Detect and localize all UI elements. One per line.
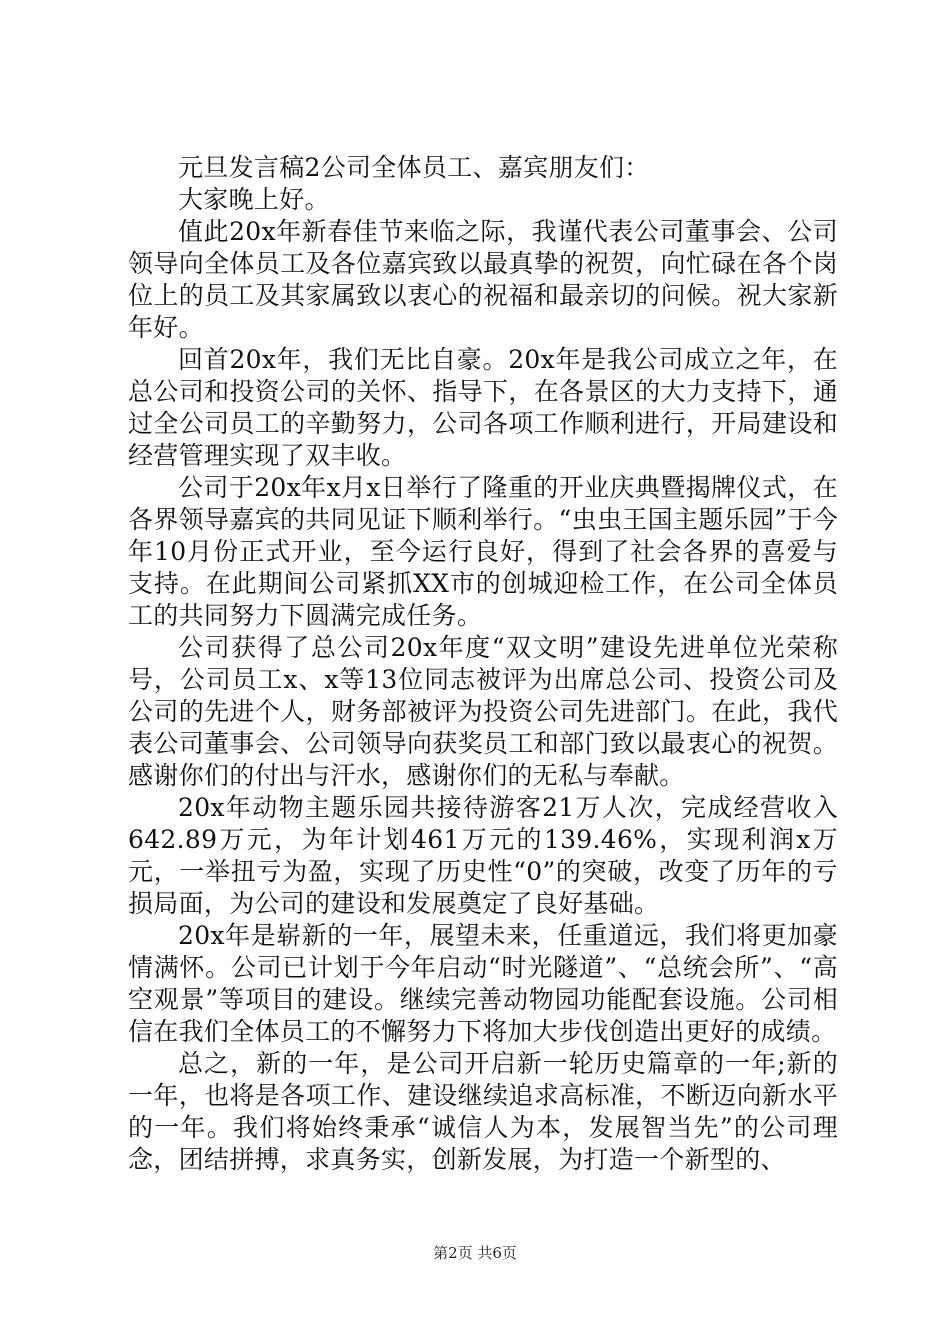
- paragraph-greeting: 大家晚上好。: [178, 185, 330, 214]
- page-number-footer: 第2页 共6页: [433, 1244, 517, 1262]
- paragraph-conclusion: 总之，新的一年，是公司开启新一轮历史篇章的一年;新的一年，也将是各项工作、建设继续追求高标准，不断迈向新水平的一年。我们将始终秉承“诚信人为本，发展智当先”的公司理念，团结拼搏，求真务实，创新发展，为打造一个新型的、: [128, 1049, 838, 1174]
- paragraph-opening-ceremony: 公司于20x年x月x日举行了隆重的开业庆典暨揭牌仪式，在各界领导嘉宾的共同见证下顺利举行。“虫虫王国主题乐园”于今年10月份正式开业，至今运行良好，得到了社会各界的喜爱与支持。在此期间公司紧抓XX市的创城迎检工作，在公司全体员工的共同努力下圆满完成任务。: [128, 473, 838, 630]
- paragraph-future-plans: 20x年是崭新的一年，展望未来，任重道远，我们将更加豪情满怀。公司已计划于今年启动“时光隧道”、“总统会所”、“高空观景”等项目的建设。继续完善动物园功能配套设施。公司相信在我们全体员工的不懈努力下将加大步伐创造出更好的成绩。: [128, 921, 838, 1046]
- paragraph-awards: 公司获得了总公司20x年度“双文明”建设先进单位光荣称号，公司员工x、x等13位同志被评为出席总公司、投资公司及公司的先进个人，财务部被评为投资公司先进部门。在此，我代表公司董事会、公司领导向获奖员工和部门致以最衷心的祝贺。感谢你们的付出与汗水，感谢你们的无私与奉献。: [128, 633, 838, 790]
- paragraph-new-year-wishes: 值此20x年新春佳节来临之际，我谨代表公司董事会、公司领导向全体员工及各位嘉宾致以最真挚的祝贺，向忙碌在各个岗位上的员工及其家属致以衷心的祝福和最亲切的问候。祝大家新年好。: [128, 217, 838, 342]
- document-body: [128, 152, 838, 1176]
- paragraph-year-review: 回首20x年，我们无比自豪。20x年是我公司成立之年，在总公司和投资公司的关怀、指导下，在各景区的大力支持下，通过全公司员工的辛勤努力，公司各项工作顺利进行，开局建设和经营管理实现了双丰收。: [128, 345, 838, 470]
- paragraph-salutation: 元旦发言稿2公司全体员工、嘉宾朋友们：: [178, 153, 650, 182]
- paragraph-operating-results: 20x年动物主题乐园共接待游客21万人次，完成经营收入642.89万元，为年计划461万元的139.46%，实现利润x万元，一举扭亏为盈，实现了历史性“0”的突破，改变了历年的亏损局面，为公司的建设和发展奠定了良好基础。: [128, 793, 838, 918]
